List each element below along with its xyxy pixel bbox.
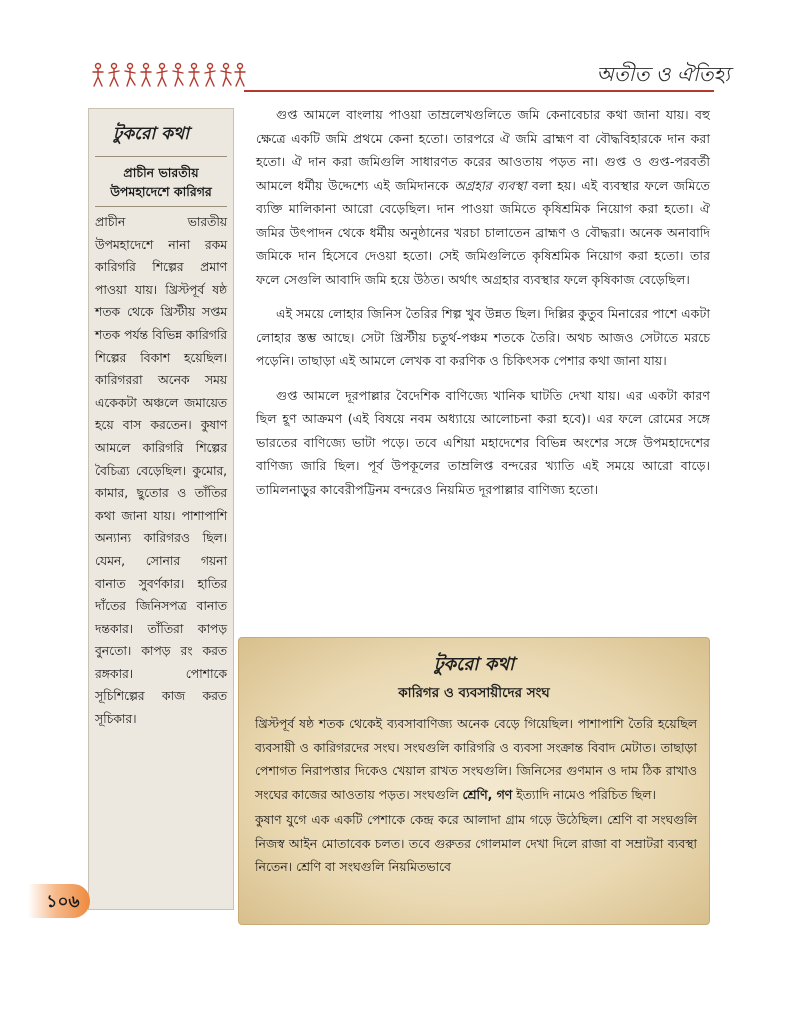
box-paragraph-2: কুষাণ যুগে এক একটি পেশাকে কেন্দ্র করে আলাদা গ্রাম গড়ে উঠেছিল। শ্রেণি বা সংঘগুলি নিজস্ব আইন মোতাবেক চলত। তবে গুরুতর গোলমাল দেখা দিলে রাজা বা সম্রাটরা ব্যবস্থা নিতেন। শ্রেণি বা সংঘগুলি নিয়মিতভাবে — [255, 812, 697, 874]
agrahar-term: অগ্রহার ব্যবস্থা — [453, 177, 527, 193]
box-body — [255, 712, 697, 881]
box-title: টুকরো কথা — [433, 654, 515, 675]
sidebar-content — [95, 117, 227, 731]
paragraph-agrahar-part-a: গুপ্ত আমলে বাংলায় পাওয়া তাম্রলেখগুলিতে জমি কেনাবেচার কথা জানা যায়। বহু ক্ষেত্রে একটি জমি প্রথমে কেনা হতো। তারপরে ঐ জমি ব্রাহ্মণ বা বৌদ্ধবিহারকে দান করা হতো। ঐ দান করা জমিগুলি সাধারণত করের আওতায় পড়ত না। গুপ্ত ও গুপ্ত-পরবর্তী আমলে ধর্মীয় উদ্দেশ্যে এই জমিদানকে — [256, 107, 710, 193]
page-number: ১০৬ — [46, 892, 80, 912]
box-subtitle: কারিগর ও ব্যবসায়ীদের সংঘ — [398, 685, 550, 701]
box-paragraph-1-part-a: খ্রিস্টপূর্ব ষষ্ঠ শতক থেকেই ব্যবসাবাণিজ্য অনেক বেড়ে গিয়েছিল। পাশাপাশি তৈরি হয়েছিল ব্যবসায়ী ও কারিগরদের সংঘ। সংঘগুলি কারিগরি ও ব্যবসা সংক্রান্ত বিবাদ মেটাত। তাছাড়া পেশাগত নিরাপত্তার দিকেও খেয়াল রাখত সংঘগুলি। জিনিসের গুণমান ও দাম ঠিক রাখাও সংঘের কাজের আওতায় পড়ত। সংঘগুলি — [255, 716, 697, 802]
main-text — [256, 103, 710, 512]
page-header-title: অতীত ও ঐতিহ্য — [596, 62, 730, 86]
paragraph-trade: গুপ্ত আমলে দূরপাল্লার বৈদেশিক বাণিজ্যে খানিক ঘাটতি দেখা যায়। এর একটা কারণ ছিল হূণ আক্রমণ (এই বিষয়ে নবম অধ্যায়ে আলোচনা করা হবে)। এর ফলে রোমের সঙ্গে ভারতের বাণিজ্যে ভাটা পড়ে। তবে এশিয়া মহাদেশের বিভিন্ন অংশের সঙ্গে উপমহাদেশের বাণিজ্য জারি ছিল। পূর্ব উপকূলের তাম্রলিপ্ত বন্দরের খ্যাতি এই সময়ে আরো বাড়ে। তামিলনাড়ুর কাবেরীপট্টিনম বন্দরেও নিয়মিত দূরপাল্লার বাণিজ্য হতো। — [256, 387, 710, 497]
sidebar-note — [88, 108, 234, 910]
guild-note-box — [238, 637, 710, 925]
paragraph-agrahar-part-b: বলা হয়। এই ব্যবস্থার ফলে জমিতে ব্যক্তি মালিকানা আরো বেড়েছিল। দান পাওয়া জমিতে কৃষিশ্রমিক নিয়োগ করা হতো। ঐ জমির উৎপাদন থেকে ধর্মীয় অনুষ্ঠানের খরচা চালাতেন ব্রাহ্মণ ও বৌদ্ধরা। অনেক অনাবাদি জমিকে দান হিসেবে দেওয়া হতো। সেই জমিগুলিতে কৃষিশ্রমিক নিয়োগ করা হতো। তার ফলে সেগুলি আবাদি জমি হয়ে উঠত। অর্থাৎ অগ্রহার ব্যবস্থার ফলে কৃষিকাজ বেড়েছিল। — [256, 177, 710, 287]
guild-terms: শ্রেণি, গণ — [462, 786, 513, 802]
box-paragraph-1 — [255, 712, 697, 806]
sidebar-subtitle: প্রাচীন ভারতীয় উপমহাদেশে কারিগর — [95, 157, 227, 207]
sidebar-title: টুকরো কথা — [95, 117, 227, 157]
paragraph-iron-industry: এই সময়ে লোহার জিনিস তৈরির শিল্প খুব উন্নত ছিল। দিল্লির কুতুব মিনারের পাশে একটা লোহার স্তম্ভ আছে। সেটা খ্রিস্টীয় চতুর্থ-পঞ্চম শতকে তৈরি। অথচ আজও সেটাতে মরচে পড়েনি। তাছাড়া এই আমলে লেখক বা করণিক ও চিকিৎসক পেশার কথা জানা যায়। — [256, 306, 710, 368]
header-decorative-figures — [88, 62, 248, 88]
sidebar-body-text: প্রাচীন ভারতীয় উপমহাদেশে নানা রকম কারিগরি শিল্পের প্রমাণ পাওয়া যায়। খ্রিস্টপূর্ব ষষ্ঠ শতক থেকে খ্রিস্টীয় সপ্তম শতক পর্যন্ত বিভিন্ন কারিগরি শিল্পের বিকাশ হয়েছিল। কারিগররা অনেক সময় একেকটা অঞ্চলে জমায়েত হয়ে বাস করতেন। কুষাণ আমলে কারিগরি শিল্পের বৈচিত্র্য বেড়েছিল। কুমোর, কামার, ছুতোর ও তাঁতির কথা জানা যায়। পাশাপাশি অন্যান্য কারিগরও ছিল। যেমন, সোনার গয়না বানাত সুবর্ণকার। হাতির দাঁতের জিনিসপত্র বানাত দন্তকার। তাঁতিরা কাপড় বুনতো। কাপড় রং করত রঙ্গকার। পোশাকে সূচিশিল্পের কাজ করত সূচিকার। — [95, 214, 227, 727]
paragraph-agrahar — [256, 103, 710, 291]
box-paragraph-1-part-b: ইত্যাদি নামেও পরিচিত ছিল। — [516, 786, 656, 802]
